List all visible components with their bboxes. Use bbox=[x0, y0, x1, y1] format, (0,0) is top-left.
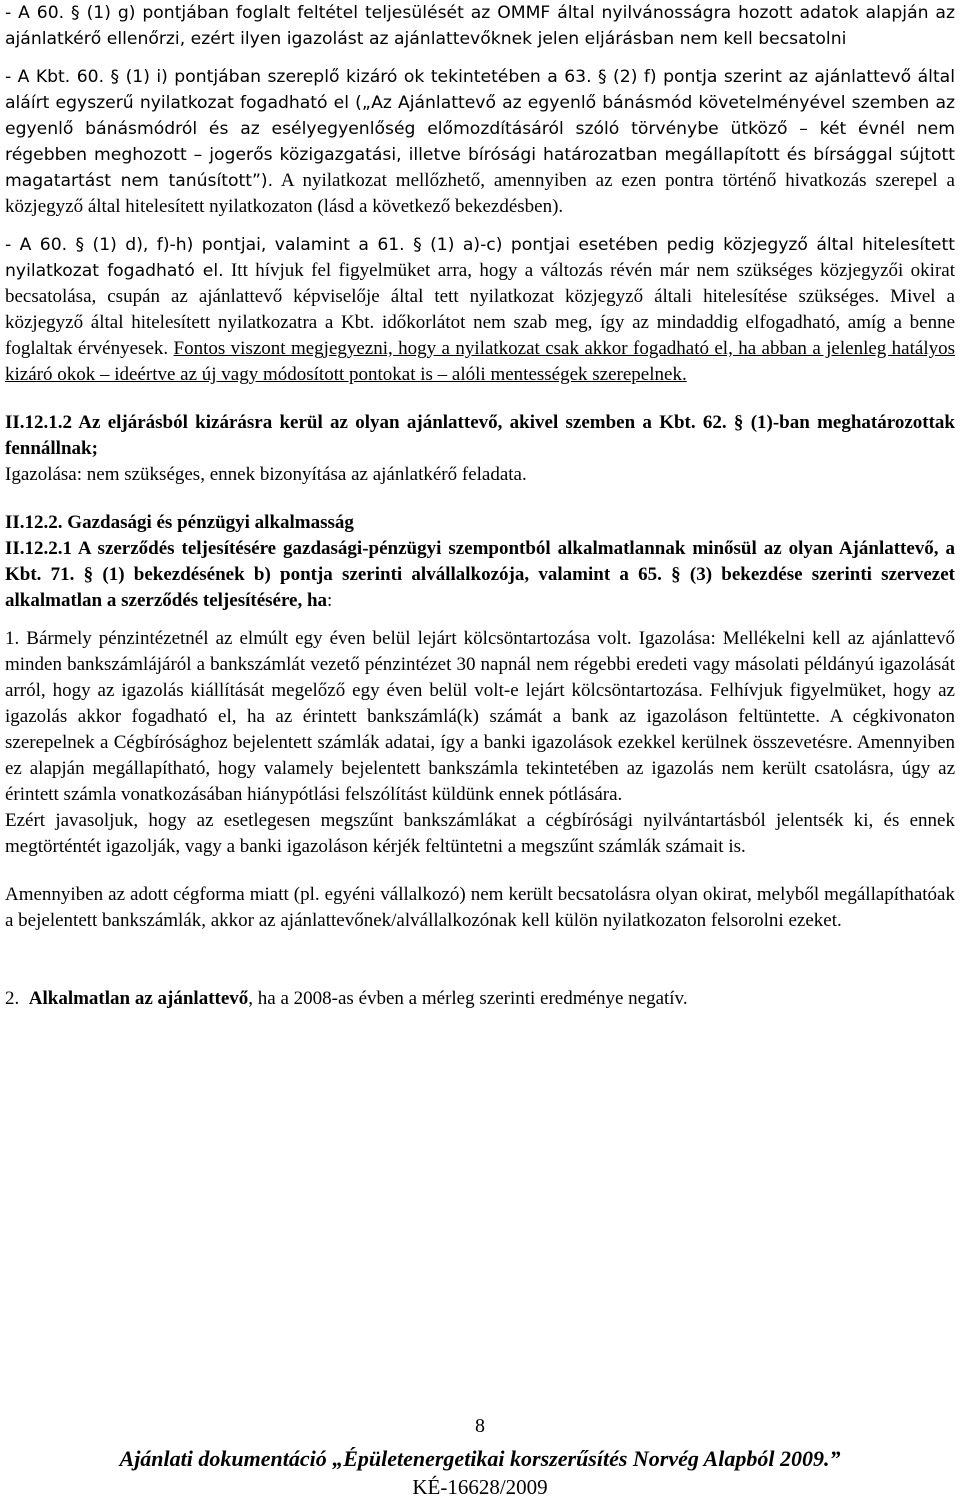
heading-alkalmatlan bbox=[5, 536, 955, 614]
paragraph-cegforma: Amennyiben az adott cégforma miatt (pl. egyéni vállalkozó) nem került becsatolásra olyan okirat, melyből megállapíthatóak a bejelentett bankszámlák, akkor az ajánlattevőnek/alvállalkozónak kell külön nyilatkozaton felsorolni ezeket. bbox=[5, 884, 955, 931]
spacer bbox=[5, 52, 955, 64]
heading-kizaras: II.12.1.2 Az eljárásból kizárásra kerül az olyan ajánlattevő, akivel szemben a Kbt. 62. § (1)-ban meghatározottak fennállnak; bbox=[5, 412, 955, 459]
document-page bbox=[5, 0, 955, 1012]
paragraph-merleg-number: 2. bbox=[5, 988, 20, 1009]
paragraph-merleg bbox=[5, 986, 955, 1012]
spacer bbox=[5, 220, 955, 232]
paragraph-kizaro-ok bbox=[5, 64, 955, 220]
paragraph-ommf bbox=[5, 0, 955, 52]
paragraph-kizaro-ok-note: A nyilatkozat mellőzhető, amennyiben az ezen pontra történő hivatkozás szerepel a közjegyző által hitelesített nyilatkozaton (lásd a következő bekezdésben). bbox=[5, 170, 955, 217]
paragraph-kozjegyzo-underlined: Fontos viszont megjegyezni, hogy a nyilatkozat csak akkor fogadható el, ha abban a jelenleg hatályos kizáró okok – ideértve az új vagy módosított pontokat is – alóli mentességek szerepelnek. bbox=[5, 338, 955, 385]
heading-alkalmatlan-colon: : bbox=[327, 590, 333, 611]
spacer bbox=[5, 488, 955, 510]
spacer bbox=[5, 860, 955, 882]
spacer bbox=[5, 388, 955, 410]
footer-title: Ajánlati dokumentáció „Épületenergetikai korszerűsítés Norvég Alapból 2009.” bbox=[119, 1446, 841, 1471]
paragraph-javaslat: Ezért javasoljuk, hogy az esetlegesen megszűnt bankszámlákat a cégbírósági nyilvántartásból jelentsék ki, és ennek megtörténtét igazolják, vagy a banki igazoláson kérjék feltüntetni a megszűnt számlák számait is. bbox=[5, 810, 955, 857]
heading-alkalmatlan-text: II.12.2.1 A szerződés teljesítésére gazdasági-pénzügyi szempontból alkalmatlannak minősül az olyan Ajánlattevő, a Kbt. 71. § (1) bekezdésének b) pontja szerinti alvállalkozója, valamint a 65. § (3) bekezdése szerinti szervezet alkalmatlan a szerződés teljesítésére, ha bbox=[5, 538, 955, 611]
paragraph-kozjegyzo bbox=[5, 232, 955, 388]
spacer bbox=[5, 934, 955, 986]
paragraph-ommf-text: - A 60. § (1) g) pontjában foglalt feltétel teljesülését az OMMF által nyilvánosságra hozott adatok alapján az ajánlatkérő ellenőrzi, ezért ilyen igazolást az ajánlattevőknek jelen eljárásban nem kell becsatolni bbox=[5, 3, 955, 49]
spacer bbox=[5, 614, 955, 626]
paragraph-igazolas: Igazolása: nem szükséges, ennek bizonyítása az ajánlatkérő feladata. bbox=[5, 464, 527, 485]
paragraph-kozjegyzo-note: Itt hívjuk fel figyelmüket arra, hogy a változás révén már nem szükséges közjegyzői okirat becsatolása, csupán az ajánlattevő képviselője által tett nyilatkozat közjegyző általi hitelesítése szükséges. Mivel a közjegyző által hitelesített nyilatkozatra a Kbt. időkorlátot nem szab meg, így az mindaddig elfogadható, amíg a benne foglaltak érvényesek. bbox=[5, 260, 955, 359]
heading-gazdasagi: II.12.2. Gazdasági és pénzügyi alkalmasság bbox=[5, 512, 354, 533]
footer-reference: KÉ-16628/2009 bbox=[412, 1475, 548, 1499]
page-number: 8 bbox=[475, 1415, 485, 1437]
paragraph-merleg-bold: Alkalmatlan az ajánlattevő bbox=[28, 988, 249, 1009]
paragraph-merleg-rest: , ha a 2008-as évben a mérleg szerinti eredménye negatív. bbox=[248, 988, 688, 1009]
paragraph-kizaro-ok-text: - A Kbt. 60. § (1) i) pontjában szereplő kizáró ok tekintetében a 63. § (2) f) pontja szerint az ajánlattevő által aláírt egyszerű nyilatkozat fogadható el („Az Ajánlattevő az egyenlő bánásmód követelményével szemben az egyenlő bánásmódról és az esélyegyenlőség előmozdításáról szóló törvénybe ütköző – két évnél nem régebben meghozott – jogerős közigazgatási, illetve bírósági határozatban megállapított és bírsággal sújtott magatartást nem tanúsított”). bbox=[5, 67, 955, 191]
paragraph-kozjegyzo-text: - A 60. § (1) d), f)-h) pontjai, valamint a 61. § (1) a)-c) pontjai esetében pedig közjegyző által hitelesített nyilatkozat fogadható el. bbox=[5, 235, 955, 281]
paragraph-kolcsontartozas: 1. Bármely pénzintézetnél az elmúlt egy éven belül lejárt kölcsöntartozása volt. Igazolása: Mellékelni kell az ajánlattevő minden bankszámlájáról a bankszámlát vezető pénzintézet 30 napnál nem régebbi eredeti vagy másolati példányú igazolását arról, hogy az igazolás kiállítását megelőző egy éven belül volt-e lejárt kölcsöntartozása. Felhívjuk figyelmüket, hogy az igazolás akkor fogadható el, ha az érintett bankszámlá(k) számát a bank az igazoláson feltüntette. A cégkivonaton szerepelnek a Cégbírósághoz bejelentett számlák adatai, így a banki igazolások ezekkel kerülnek összevetésre. Amennyiben ez alapján megállapítható, hogy valamely bejelentett bankszámla tekintetében az igazolás nem került csatolásra, úgy az érintett számla vonatkozásában hiánypótlási felszólítást küldünk ennek pótlására. bbox=[5, 628, 955, 805]
